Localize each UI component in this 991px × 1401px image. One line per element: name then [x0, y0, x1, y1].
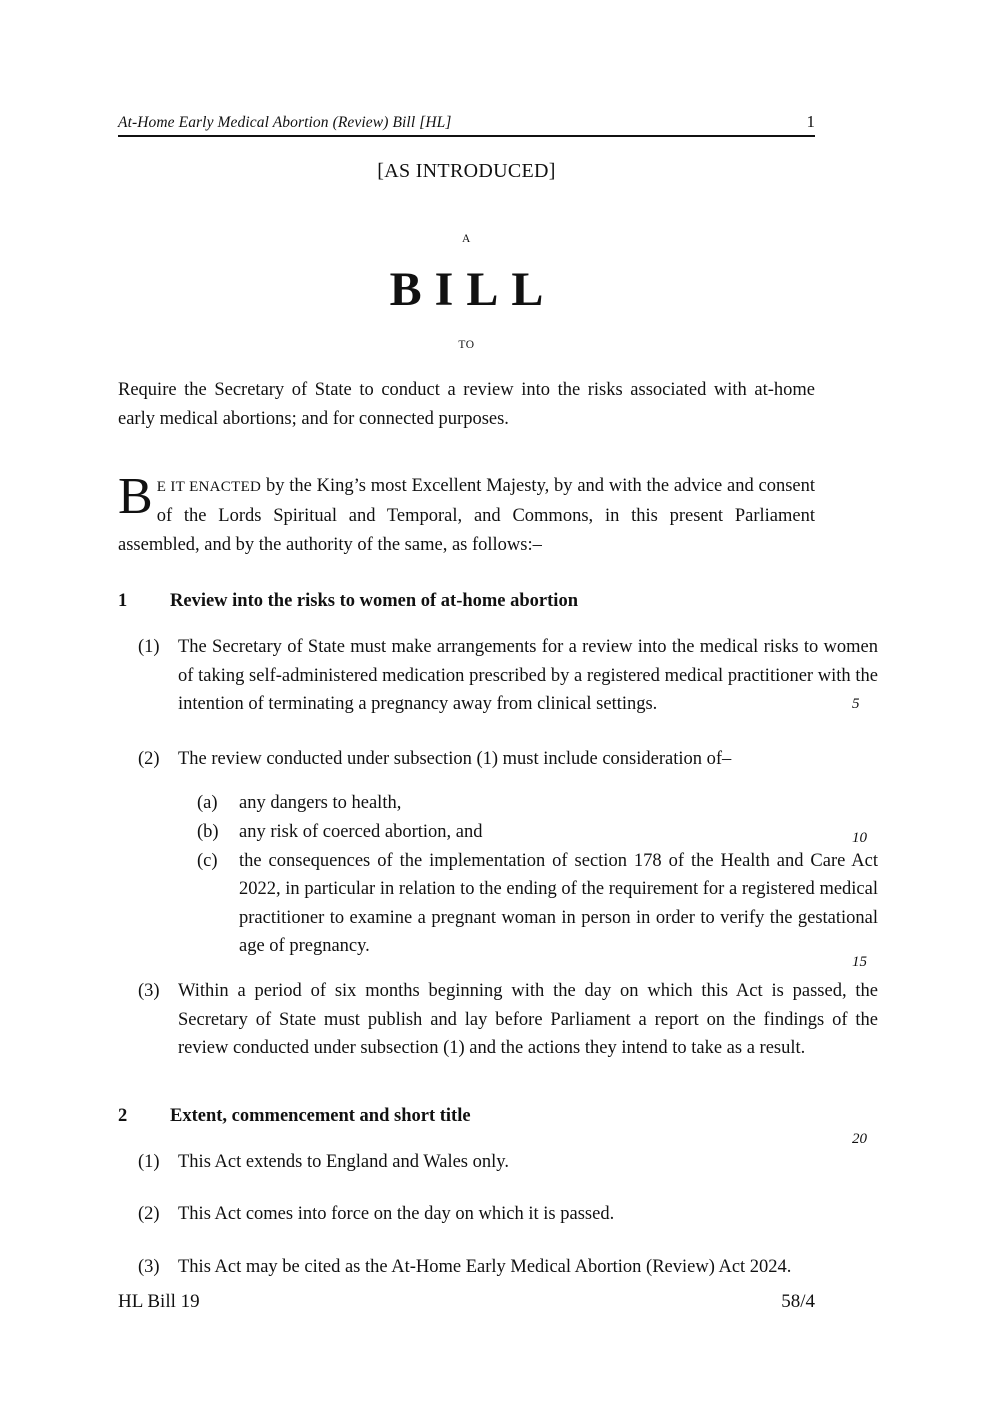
bill-body — [118, 588, 878, 1298]
long-title: Require the Secretary of State to conduct a review into the risks associated with at-home early medical abortions; and for connected purposes. — [118, 380, 815, 429]
subsection — [118, 633, 878, 719]
paragraph-number: (b) — [197, 821, 219, 842]
paragraph-item — [118, 818, 878, 847]
paragraph-text: any dangers to health, — [239, 793, 402, 814]
section-number: 1 — [118, 591, 128, 611]
subsection — [118, 1148, 878, 1177]
subsection — [118, 977, 878, 1063]
enacting-text: by the King’s most Excellent Majesty, by and with the advice and consent of the Lords Spiritual and Temporal, and Commons, in this present Parliament assembled, and by the authority of the same, as follows:– — [118, 476, 816, 555]
article-word: A — [462, 233, 471, 245]
page-number: 1 — [806, 112, 815, 131]
subsection-text: This Act comes into force on the day on which it is passed. — [178, 1204, 615, 1225]
running-header-title: At-Home Early Medical Abortion (Review) Bill [HL] — [118, 114, 452, 131]
enacting-dropcap: B — [118, 468, 153, 525]
subsection-number: (2) — [138, 748, 160, 769]
document-type-title: BILL — [389, 263, 557, 316]
subsection-number: (3) — [138, 980, 160, 1001]
subsection — [118, 745, 878, 774]
paragraph-item — [118, 847, 878, 961]
header-divider — [118, 135, 815, 137]
subsection-text: The Secretary of State must make arrangements for a review into the medical risks to women of taking self-administered medication prescribed by a registered medical practitioner with the intention of terminating a pregnancy away from clinical settings. — [178, 637, 878, 715]
paragraph-item — [118, 789, 878, 818]
section-number: 2 — [118, 1105, 128, 1126]
preposition-word: TO — [458, 339, 475, 351]
section-heading — [118, 1103, 878, 1130]
paragraph-number: (a) — [197, 793, 218, 814]
subsection-text: The review conducted under subsection (1) must include consideration of– — [178, 748, 732, 769]
stage-label: [AS INTRODUCED] — [377, 160, 556, 182]
subsection — [118, 1200, 878, 1229]
margin-line-number: 15 — [852, 954, 867, 970]
enacting-smallcaps: E IT ENACTED — [156, 479, 262, 495]
margin-line-number: 20 — [852, 1131, 867, 1147]
print-code: 58/4 — [781, 1291, 815, 1312]
subsection-text: Within a period of six months beginning with the day on which this Act is passed, the Secretary of State must publish and lay before Parliament a report on the findings of the review conducted under subsection (1) and the actions they intend to take as a result. — [178, 980, 878, 1059]
paragraph-text: the consequences of the implementation of section 178 of the Health and Care Act 2022, in particular in relation to the ending of the requirement for a registered medical practitioner to examine a pregnant woman in person in order to verify the gestational age of pregnancy. — [239, 850, 878, 957]
paragraph-list — [118, 789, 878, 961]
subsection — [118, 1253, 878, 1282]
section-title: Review into the risks to women of at-home abortion — [170, 591, 578, 611]
paragraph-text: any risk of coerced abortion, and — [239, 821, 483, 842]
paragraph-number: (c) — [197, 850, 218, 871]
subsection-number: (2) — [138, 1204, 160, 1225]
subsection-number: (1) — [138, 1151, 160, 1172]
margin-line-number: 10 — [852, 830, 867, 846]
subsection-text: This Act extends to England and Wales only. — [178, 1151, 509, 1172]
page-footer — [118, 1291, 815, 1313]
enacting-formula — [118, 468, 816, 560]
subsection-number: (1) — [138, 637, 160, 657]
section-title: Extent, commencement and short title — [170, 1105, 471, 1126]
section-heading — [118, 588, 878, 615]
subsection-text: This Act may be cited as the At-Home Early Medical Abortion (Review) Act 2024. — [178, 1256, 792, 1277]
running-header — [118, 112, 815, 132]
subsection-number: (3) — [138, 1256, 160, 1277]
margin-line-number: 5 — [852, 696, 860, 712]
bill-reference: HL Bill 19 — [118, 1291, 200, 1312]
